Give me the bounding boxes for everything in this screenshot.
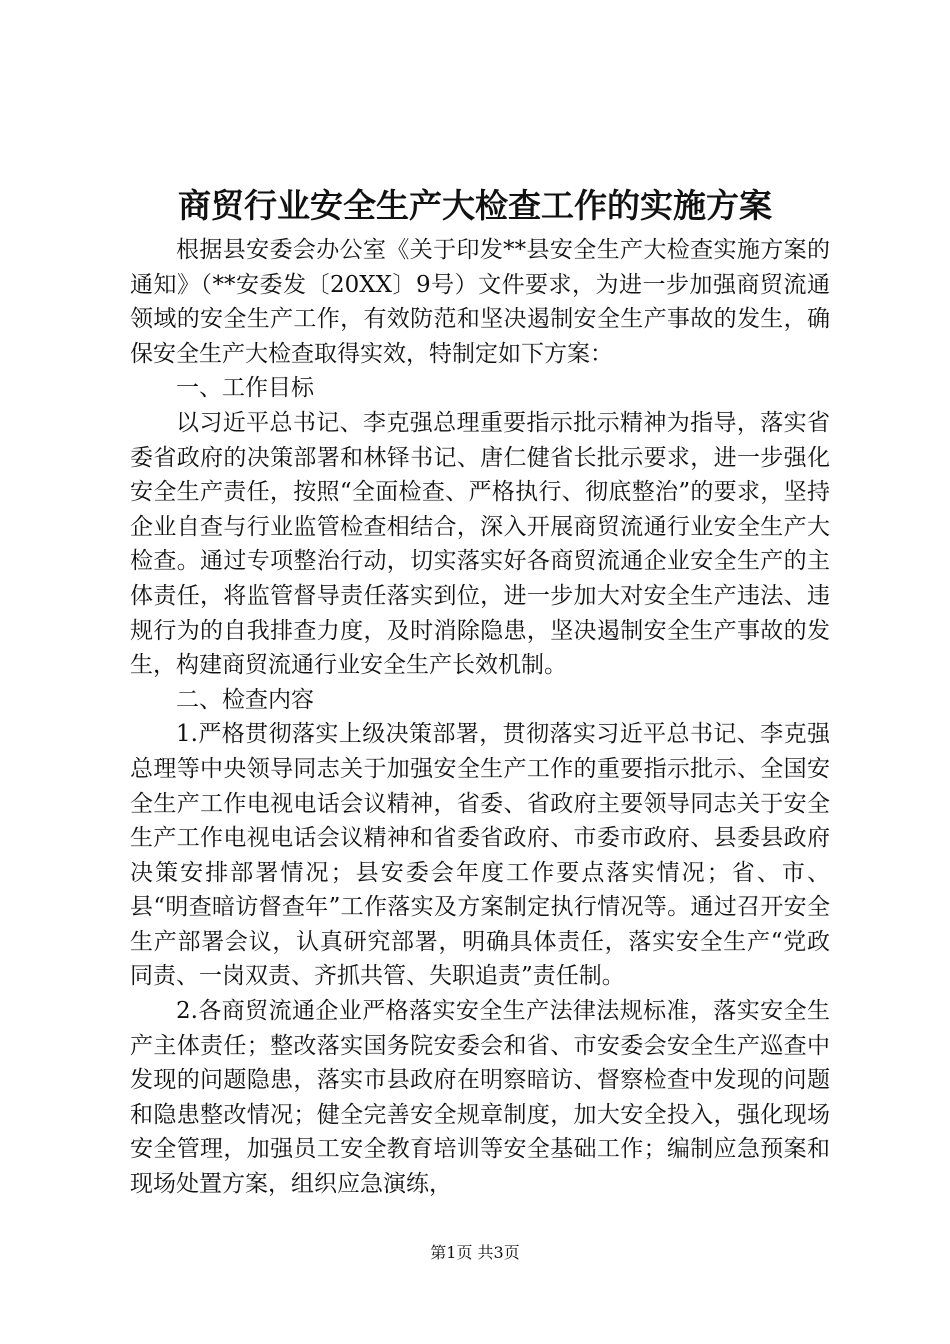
content-item-2: 2.各商贸流通企业严格落实安全生产法律法规标准，落实安全生产主体责任；整改落实国务院安委会和省、市安委会安全生产巡查中发现的问题隐患，落实市县政府在明察暗访、督察检查中发现的问题和隐患整改情况；健全完善安全规章制度，加大安全投入，强化现场安全管理，加强员工安全教育培训等安全基础工作；编制应急预案和现场处置方案，组织应急演练， bbox=[130, 998, 830, 1198]
page-number: 第1页 共3页 bbox=[430, 1243, 520, 1262]
document-title: 商贸行业安全生产大检查工作的实施方案 bbox=[178, 186, 772, 225]
section-heading-goals: 一、工作目标 bbox=[176, 375, 314, 402]
section-heading-content: 二、检查内容 bbox=[176, 686, 314, 713]
intro-paragraph: 根据县安委会办公室《关于印发**县安全生产大检查实施方案的通知》（**安委发〔20XX〕9号）文件要求，为进一步加强商贸流通领域的安全生产工作，有效防范和坚决遏制安全生产事故的发生，确保安全生产大检查取得实效，特制定如下方案： bbox=[130, 237, 830, 367]
document-body bbox=[130, 233, 830, 1202]
goals-paragraph: 以习近平总书记、李克强总理重要指示批示精神为指导，落实省委省政府的决策部署和林铎书记、唐仁健省长批示要求，进一步强化安全生产责任，按照“全面检查、严格执行、彻底整治”的要求，坚持企业自查与行业监管检查相结合，深入开展商贸流通行业安全生产大检查。通过专项整治行动，切实落实好各商贸流通企业安全生产的主体责任，将监管督导责任落实到位，进一步加大对安全生产违法、违规行为的自我排查力度，及时消除隐患，坚决遏制安全生产事故的发生，构建商贸流通行业安全生产长效机制。 bbox=[130, 409, 830, 679]
content-item-1: 1.严格贯彻落实上级决策部署，贯彻落实习近平总书记、李克强总理等中央领导同志关于加强安全生产工作的重要指示批示、全国安全生产工作电视电话会议精神，省委、省政府主要领导同志关于安全生产工作电视电话会议精神和省委省政府、市委市政府、县委县政府决策安排部署情况；县安委会年度工作要点落实情况；省、市、县“明查暗访督查年”工作落实及方案制定执行情况等。通过召开安全生产部署会议，认真研究部署，明确具体责任，落实安全生产“党政同责、一岗双责、齐抓共管、失职追责”责任制。 bbox=[130, 721, 830, 990]
